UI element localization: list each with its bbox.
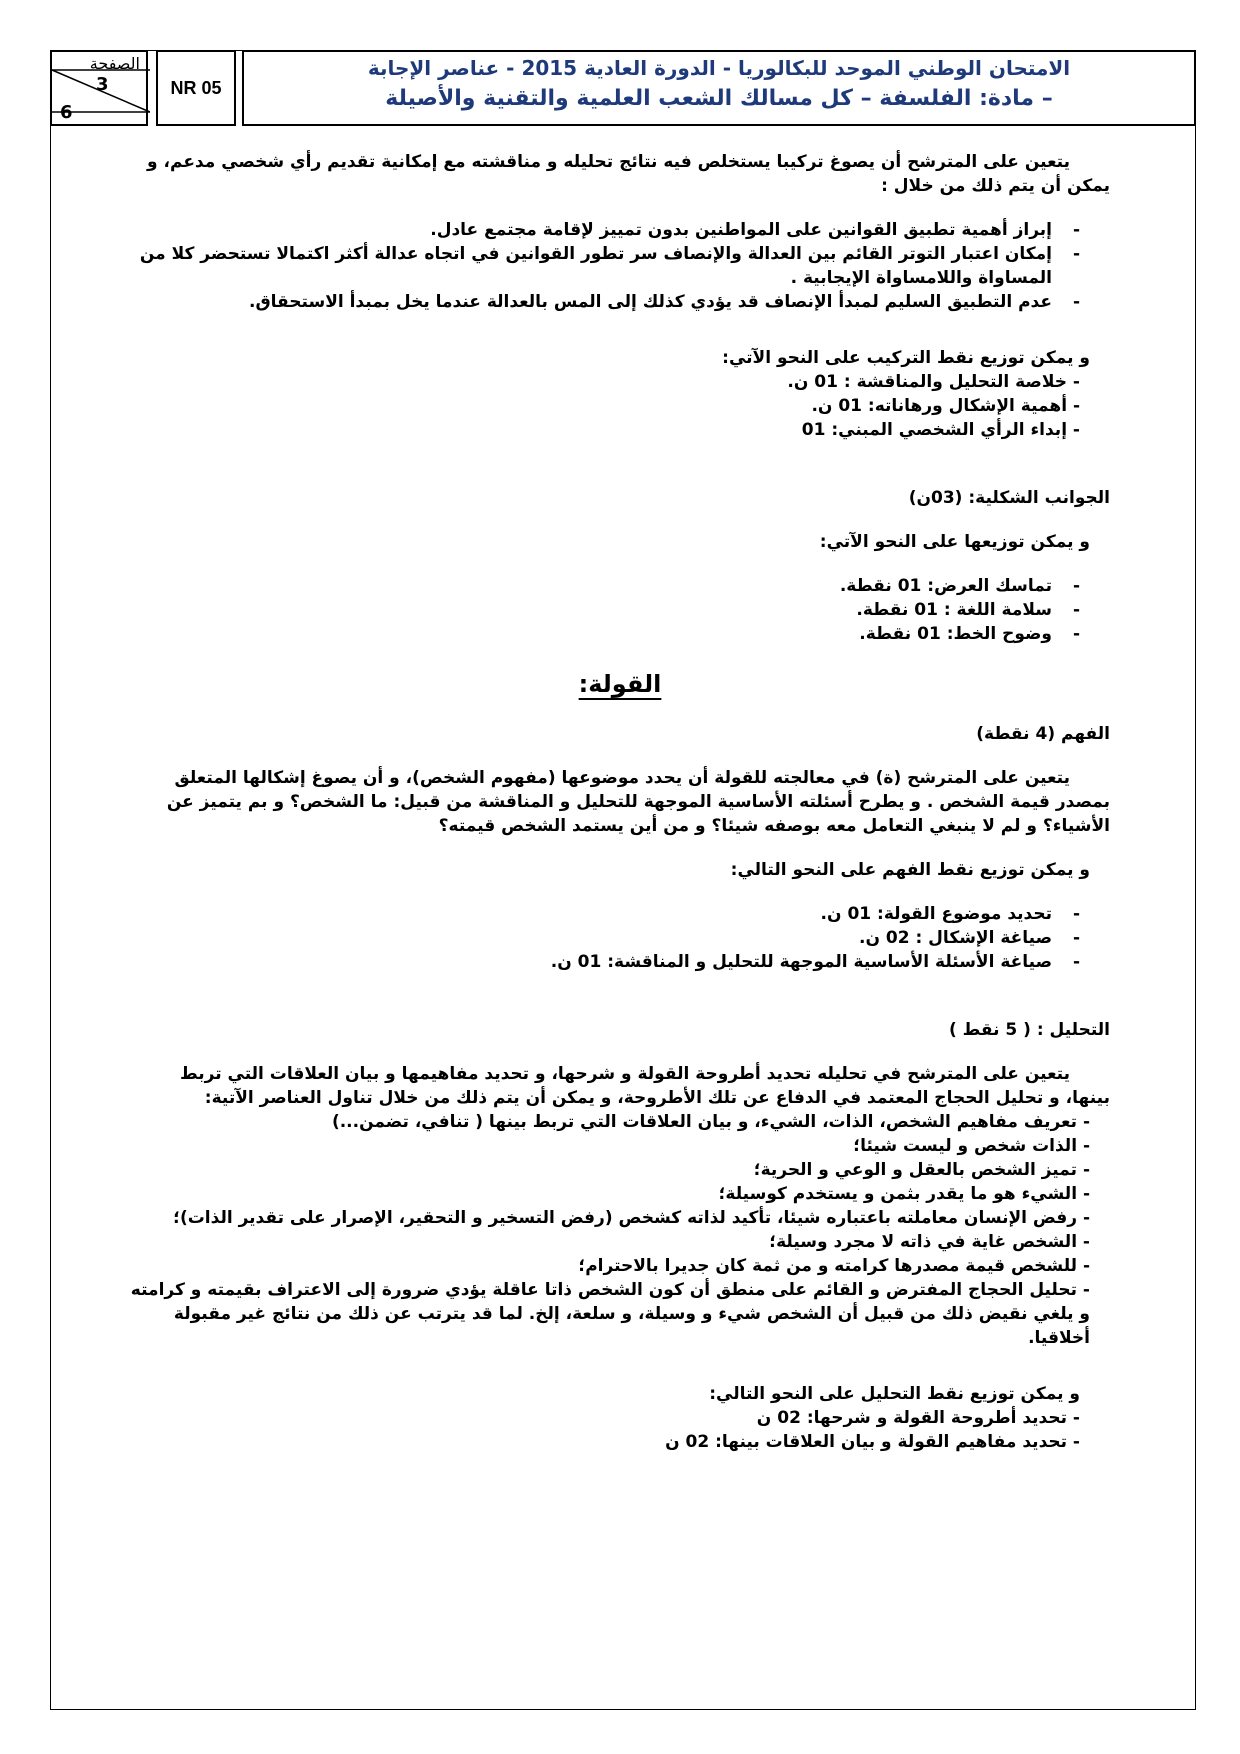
list-item: - إبداء الرأي الشخصي المبني: 01 (801, 420, 1080, 440)
formal-title: الجوانب الشكلية: (03ن) (908, 488, 1110, 508)
synthesis-dist-intro: و يمكن توزيع نقط التركيب على النحو الآتي: (722, 348, 1090, 368)
list-item: - رفض الإنسان معاملته باعتباره شيئا، تأكيد لذاته كشخص (رفض التسخير و التحقير، الإصرار على تقدير الذات)؛ (173, 1208, 1090, 1228)
list-item: - تميز الشخص بالعقل و الوعي و الحرية؛ (753, 1160, 1090, 1180)
page-label: الصفحة (89, 54, 140, 73)
list-item: - إبراز أهمية تطبيق القوانين على المواطنين بدون تمييز لإقامة مجتمع عادل. (130, 218, 1080, 242)
page-current: 3 (96, 74, 109, 95)
quote-heading: القولة: (578, 670, 662, 698)
list-item: - تحديد موضوع القولة: 01 ن. (130, 902, 1080, 926)
list-item: - وضوح الخط: 01 نقطة. (130, 622, 1080, 646)
list-item: - الشيء هو ما يقدر بثمن و يستخدم كوسيلة؛ (718, 1184, 1090, 1204)
list-item: - للشخص قيمة مصدرها كرامته و من ثمة كان جديرا بالاحترام؛ (578, 1256, 1090, 1276)
analysis-dist (130, 1406, 1110, 1454)
page-total: 6 (60, 102, 73, 123)
list-item: - تحديد أطروحة القولة و شرحها: 02 ن (756, 1408, 1080, 1428)
formal-dist-intro: و يمكن توزيعها على النحو الآتي: (819, 532, 1090, 552)
analysis-dist-intro: و يمكن توزيع نقط التحليل على النحو التالي: (709, 1384, 1080, 1404)
list-item: - تحديد مفاهيم القولة و بيان العلاقات بينها: 02 ن (665, 1432, 1080, 1452)
list-item: - الشخص غاية في ذاته لا مجرد وسيلة؛ (769, 1232, 1090, 1252)
list-item: - عدم التطبيق السليم لمبدأ الإنصاف قد يؤدي كذلك إلى المس بالعدالة عندما يخل بمبدأ الاستحقاق. (130, 290, 1080, 314)
list-item: - إمكان اعتبار التوتر القائم بين العدالة والإنصاف سر تطور القوانين في اتجاه عدالة أكثر اكتمالا تستحضر كلا من المساواة واللامساواة الإيجابية . (130, 242, 1080, 290)
list-item: - خلاصة التحليل والمناقشة : 01 ن. (787, 372, 1080, 392)
analysis-para: يتعين على المترشح في تحليله تحديد أطروحة القولة و شرحها، و تحديد مفاهيمها و بيان العلاقات التي تربط بينها، و تحليل الحجاج المعتمد في الدفاع عن تلك الأطروحة، و يمكن أن يتم ذلك من خلال تناول العناصر الآتية: (180, 1064, 1110, 1108)
synthesis-dist (130, 370, 1110, 442)
understanding-dist-intro: و يمكن توزيع نقط الفهم على النحو التالي: (730, 860, 1090, 880)
analysis-title: التحليل : ( 5 نقط ) (948, 1020, 1110, 1040)
synthesis-intro: يتعين على المترشح أن يصوغ تركيبا يستخلص فيه نتائج تحليله و مناقشته مع إمكانية تقديم رأي شخصي مدعم، و يمكن أن يتم ذلك من خلال : (147, 152, 1110, 196)
exam-code: NR 05 (156, 50, 236, 126)
understanding-items (130, 902, 1110, 974)
list-item: - تحليل الحجاج المفترض و القائم على منطق أن كون الشخص ذاتا عاقلة يؤدي ضرورة إلى الاعتراف بقيمته و كرامته و يلغي نقيض ذلك من قبيل أن الشخص شيء و وسيلة، و سلعة، إلخ. لما قد يترتب عن ذلك من نتائج غير مقبولة أخلاقيا. (130, 1280, 1090, 1348)
list-item: - صياغة الأسئلة الأساسية الموجهة للتحليل و المناقشة: 01 ن. (130, 950, 1080, 974)
synthesis-points (130, 218, 1110, 314)
list-item: - سلامة اللغة : 01 نقطة. (130, 598, 1080, 622)
list-item: - تماسك العرض: 01 نقطة. (130, 574, 1080, 598)
list-item: - أهمية الإشكال ورهاناته: 01 ن. (811, 396, 1080, 416)
page-header (50, 50, 1196, 126)
understanding-para: يتعين على المترشح (ة) في معالجته للقولة أن يحدد موضوعها (مفهوم الشخص)، و أن يصوغ إشكالها المتعلق بمصدر قيمة الشخص . و يطرح أسئلته الأساسية الموجهة للتحليل و المناقشة من قبيل: ما الشخص؟ و بم يتميز عن الأشياء؟ و لم لا ينبغي التعامل معه بوصفه شيئا؟ و من أين يستمد الشخص قيمته؟ (166, 768, 1110, 836)
list-item: - صياغة الإشكال : 02 ن. (130, 926, 1080, 950)
list-item: - الذات شخص و ليست شيئا؛ (853, 1136, 1090, 1156)
analysis-items (130, 1110, 1110, 1350)
list-item: - تعريف مفاهيم الشخص، الذات، الشيء، و بيان العلاقات التي تربط بينها ( تنافي، تضمن...) (331, 1112, 1090, 1132)
page-number-box (50, 50, 148, 126)
exam-title-line1: الامتحان الوطني الموحد للبكالوريا - الدورة العادية 2015 - عناصر الإجابة (367, 56, 1071, 80)
understanding-title: الفهم (4 نقطة) (976, 724, 1110, 744)
formal-items (130, 574, 1110, 646)
exam-title-line2: – مادة: الفلسفة – كل مسالك الشعب العلمية والتقنية والأصيلة (385, 86, 1053, 111)
document-body (130, 150, 1110, 1454)
exam-title-box (242, 50, 1196, 126)
